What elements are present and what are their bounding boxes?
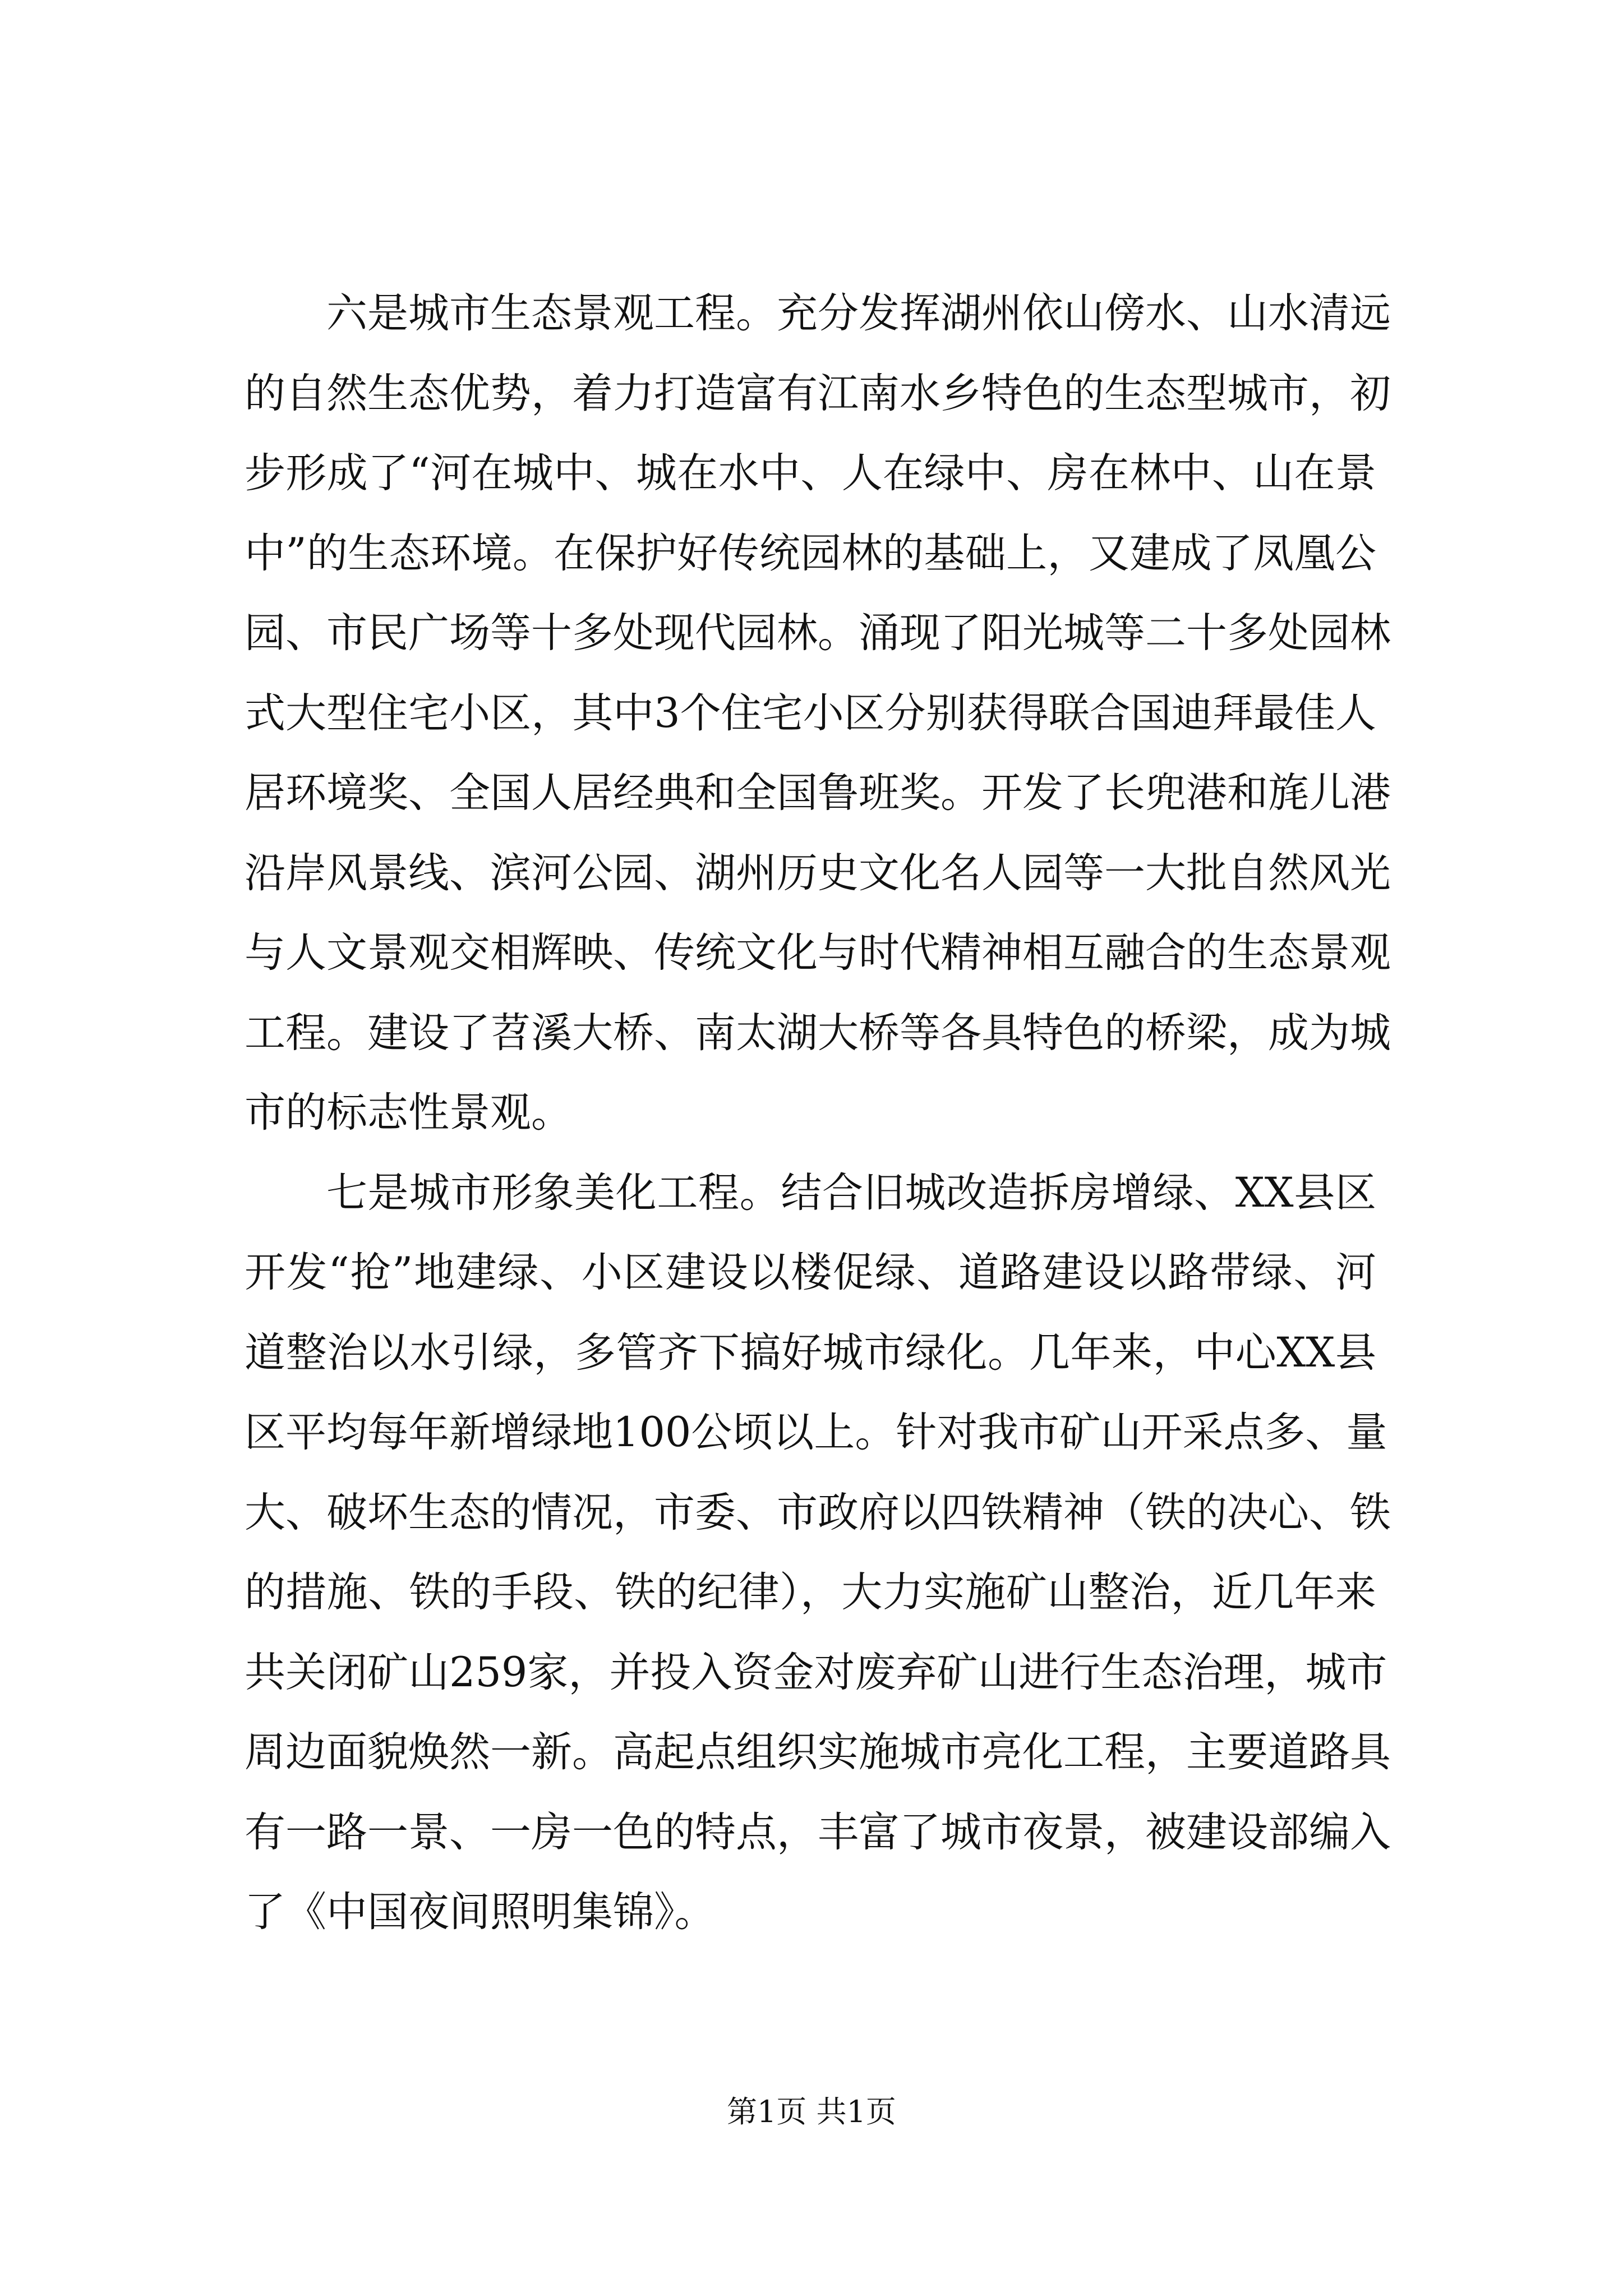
paragraph-line: 周边面貌焕然一新。高起点组织实施城市亮化工程，主要道路具 xyxy=(245,1728,1391,1776)
paragraph-line: 的措施、铁的手段、铁的纪律），大力实施矿山整治，近几年来 xyxy=(245,1568,1376,1616)
paragraph-line: 园、市民广场等十多处现代园林。涌现了阳光城等二十多处园林 xyxy=(245,609,1391,657)
paragraph-line: 工程。建设了苕溪大桥、南太湖大桥等各具特色的桥梁，成为城 xyxy=(245,1009,1391,1057)
page-number-footer: 第1页 共1页 xyxy=(727,2094,896,2129)
paragraph-line: 了《中国夜间照明集锦》。 xyxy=(245,1888,716,1936)
paragraph-line: 区平均每年新增绿地100公顷以上。针对我市矿山开采点多、量 xyxy=(245,1409,1387,1456)
paragraph-line: 与人文景观交相辉映、传统文化与时代精神相互融合的生态景观 xyxy=(245,929,1391,977)
paragraph-line: 市的标志性景观。 xyxy=(245,1089,572,1137)
paragraph-city-image xyxy=(245,1153,1391,1953)
paragraph-line: 沿岸风景线、滨河公园、湖州历史文化名人园等一大批自然风光 xyxy=(245,849,1391,897)
paragraph-ecological-landscape xyxy=(245,274,1391,1153)
document-body xyxy=(245,274,1391,1953)
paragraph-line: 七是城市形象美化工程。结合旧城改造拆房增绿、XX县区 xyxy=(326,1168,1376,1217)
paragraph-line: 的自然生态优势，着力打造富有江南水乡特色的生态型城市，初 xyxy=(245,369,1391,417)
paragraph-line: 有一路一景、一房一色的特点，丰富了城市夜景，被建设部编入 xyxy=(245,1808,1391,1856)
paragraph-line: 大、破坏生态的情况，市委、市政府以四铁精神（铁的决心、铁 xyxy=(245,1488,1391,1536)
paragraph-line: 六是城市生态景观工程。充分发挥湖州依山傍水、山水清远 xyxy=(326,289,1391,337)
paragraph-line: 开发“抢”地建绿、小区建设以楼促绿、道路建设以路带绿、河 xyxy=(245,1249,1376,1296)
paragraph-line: 道整治以水引绿，多管齐下搞好城市绿化。几年来，中心XX县 xyxy=(245,1328,1376,1377)
paragraph-line: 式大型住宅小区，其中3个住宅小区分别获得联合国迪拜最佳人 xyxy=(245,689,1376,737)
paragraph-line: 步形成了“河在城中、城在水中、人在绿中、房在林中、山在景 xyxy=(245,449,1376,497)
paragraph-line: 中”的生态环境。在保护好传统园林的基础上，又建成了凤凰公 xyxy=(245,529,1376,577)
paragraph-line: 居环境奖、全国人居经典和全国鲁班奖。开发了长兜港和旄儿港 xyxy=(245,769,1391,817)
paragraph-line: 共关闭矿山259家，并投入资金对废弃矿山进行生态治理，城市 xyxy=(245,1648,1387,1696)
